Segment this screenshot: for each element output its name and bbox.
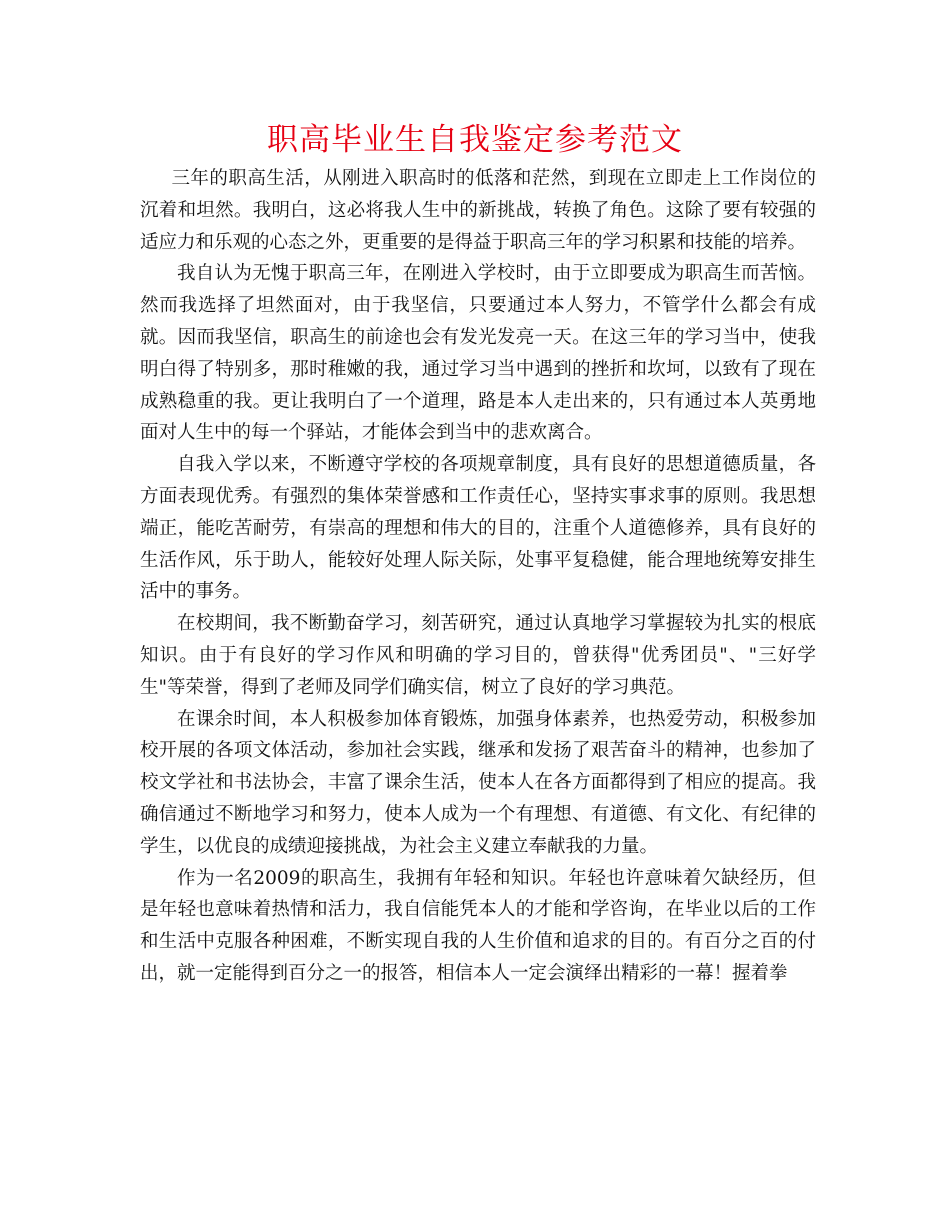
- paragraph-1: 三年的职高生活，从刚进入职高时的低落和茫然，到现在立即走上工作岗位的沉着和坦然。我明白，这必将我人生中的新挑战，转换了角色。这除了要有较强的适应力和乐观的心态之外，更重要的是得益于职高三年的学习积累和技能的培养。: [140, 168, 816, 253]
- document-body: [140, 163, 816, 990]
- paragraph-4: 在校期间，我不断勤奋学习，刻苦研究，通过认真地学习掌握较为扎实的根底知识。由于有良好的学习作风和明确的学习目的，曾获得"优秀团员"、"三好学生"等荣誉，得到了老师及同学们确实信，树立了良好的学习典范。: [140, 613, 816, 698]
- paragraph-2: 我自认为无愧于职高三年，在刚进入学校时，由于立即要成为职高生而苦恼。然而我选择了坦然面对，由于我坚信，只要通过本人努力，不管学什么都会有成就。因而我坚信，职高生的前途也会有发光发亮一天。在这三年的学习当中，使我明白得了特别多，那时稚嫩的我，通过学习当中遇到的挫折和坎坷，以致有了现在成熟稳重的我。更让我明白了一个道理，路是本人走出来的，只有通过本人英勇地面对人生中的每一个驿站，才能体会到当中的悲欢离合。: [140, 263, 816, 444]
- paragraph-5: 在课余时间，本人积极参加体育锻炼，加强身体素养，也热爱劳动，积极参加校开展的各项文体活动，参加社会实践，继承和发扬了艰苦奋斗的精神，也参加了校文学社和书法协会，丰富了课余生活，使本人在各方面都得到了相应的提高。我确信通过不断地学习和努力，使本人成为一个有理想、有道德、有文化、有纪律的学生，以优良的成绩迎接挑战，为社会主义建立奉献我的力量。: [140, 708, 816, 857]
- document-title: 职高毕业生自我鉴定参考范文: [267, 122, 683, 158]
- paragraph-6: 作为一名2009的职高生，我拥有年轻和知识。年轻也许意味着欠缺经历，但是年轻也意味着热情和活力，我自信能凭本人的才能和学咨询，在毕业以后的工作和生活中克服各种困难，不断实现自我的人生价值和追求的目的。有百分之百的付出，就一定能得到百分之一的报答，相信本人一定会演绎出精彩的一幕！握着拳: [140, 867, 816, 984]
- paragraph-3: 自我入学以来，不断遵守学校的各项规章制度，具有良好的思想道德质量，各方面表现优秀。有强烈的集体荣誉感和工作责任心，坚持实事求事的原则。我思想端正，能吃苦耐劳，有崇高的理想和伟大的目的，注重个人道德修养，具有良好的生活作风，乐于助人，能较好处理人际关际，处事平复稳健，能合理地统筹安排生活中的事务。: [140, 454, 816, 603]
